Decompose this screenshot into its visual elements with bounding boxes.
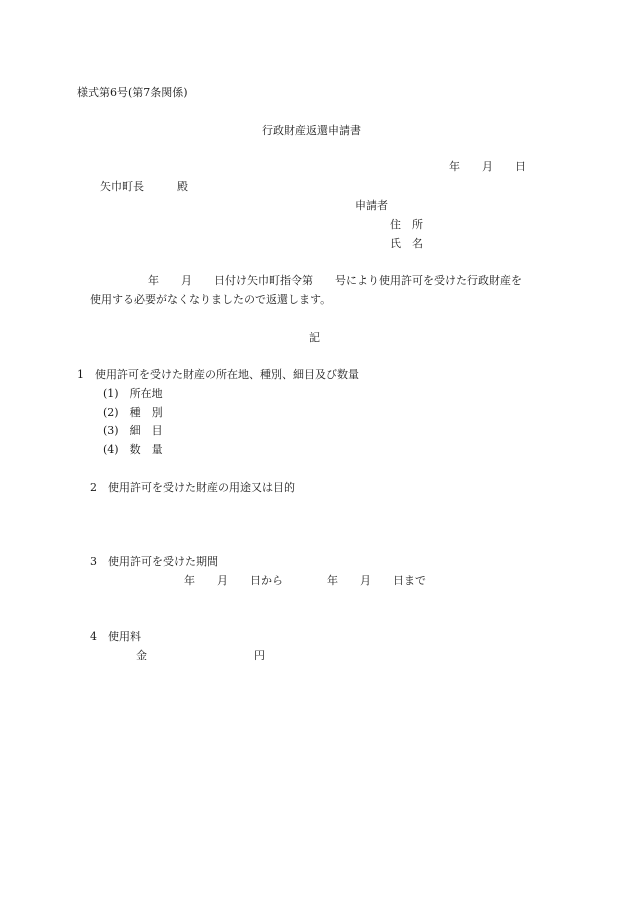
body-line-1: 年 月 日付け矢巾町指令第 号により使用許可を受けた行政財産を (148, 274, 522, 287)
item1-sub-detail: (3) 細 目 (103, 424, 163, 437)
item1-sub-location: (1) 所在地 (103, 387, 163, 400)
applicant-name-label: 氏 名 (390, 237, 423, 250)
applicant-address-label: 住 所 (390, 218, 423, 231)
form-number: 様式第6号(第7条関係) (77, 86, 188, 99)
fee-en: 円 (254, 649, 265, 662)
fee-kin: 金 (136, 649, 147, 662)
applicant-label: 申請者 (355, 199, 388, 212)
ki-marker: 記 (309, 331, 320, 344)
item3-period: 年 月 日から 年 月 日まで (184, 574, 426, 587)
item1-heading: 1 使用許可を受けた財産の所在地、種別、細目及び数量 (77, 368, 359, 381)
item1-sub-type: (2) 種 別 (103, 406, 163, 419)
item1-sub-quantity: (4) 数 量 (103, 443, 163, 456)
item2-heading: 2 使用許可を受けた財産の用途又は目的 (90, 481, 295, 494)
addressee: 矢巾町長 殿 (100, 180, 188, 193)
document-title: 行政財産返還申請書 (262, 124, 361, 137)
item4-heading: 4 使用料 (90, 630, 141, 643)
date-line: 年 月 日 (449, 160, 526, 173)
body-line-2: 使用する必要がなくなりましたので返還します。 (90, 293, 332, 306)
item3-heading: 3 使用許可を受けた期間 (90, 555, 218, 568)
